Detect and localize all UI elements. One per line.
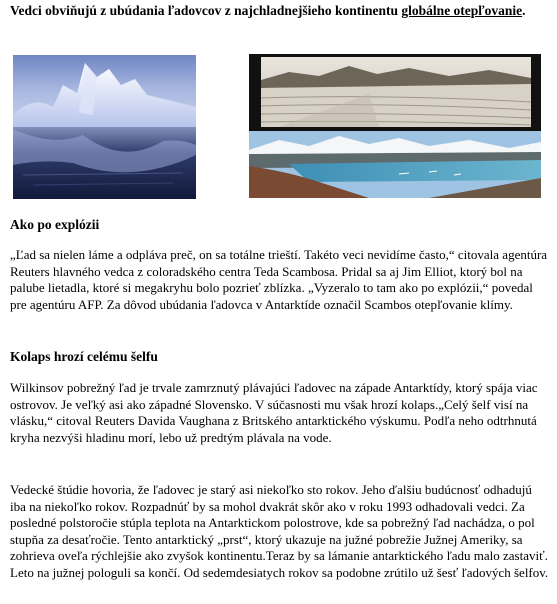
glacier-panorama-photo — [249, 54, 541, 198]
section-heading-1: Ako po explózii — [10, 217, 100, 232]
paragraph-1: „Ľad sa nielen láme a odpláva preč, on sa totálne trieští. Takéto veci nevidíme často,“ citovala agentúra Reuters hlavného vedca z coloradského centra Teda Scambosa. Pridal sa aj Jim Elliot, ktorý bol na palube lietadla, ktoré si megakryhu bolo pozrieť zblízka. „Vyzeralo to tam ako po explózii,“ povedal pre agentúru AFP. Za dôvod ubúdania ľadovca v Antarktíde označil Scambos otepľovanie klímy. — [10, 247, 548, 312]
title-link[interactable]: globálne otepľovanie — [401, 3, 523, 18]
paragraph-3: Vedecké štúdie hovoria, že ľadovec je starý asi niekoľko sto rokov. Jeho ďalšiu budúcnosť odhadujú iba na niekoľko rokov. Rozpadnúť by sa mohol dvakrát skôr ako v roku 1993 odhadovali vedci. Za posledné polstoročie stúpla teplota na Antarktickom polostrove, kde sa pobrežný ľad nachádza, o pol stupňa za desaťročie. Tento antarktický „prst“, ktorý ukazuje na južné pobrežie Južnej Ameriky, sa zohrieva oveľa rýchlejšie ako zvyšok kontinentu.Teraz by sa lámanie antarktického ľadu malo zastaviť. Leto na južnej pologuli sa končí. Od sedemdesiatych rokov sa podobne zrútilo už šesť ľadových šelfov. — [10, 482, 549, 580]
iceberg-photo — [13, 55, 196, 199]
paragraph-2: Wilkinsov pobrežný ľad je trvale zamrznutý plávajúci ľadovec na západe Antarktídy, ktorý spája viac ostrovov. Je veľký asi ako západné Slovensko. V súčasnosti mu však hrozí kolaps.„Celý šelf visí na vlásku,“ citoval Reuters Davida Vaughana z Britského antarktického výskumu. Podľa neho odtrhnutá kryha nezvýši hladinu morí, lebo už predtým plávala na vode. — [10, 380, 538, 445]
title-prefix: Vedci obviňujú z ubúdania ľadovcov z najchladnejšieho kontinentu — [10, 3, 402, 18]
article-title — [10, 3, 530, 19]
title-suffix: . — [522, 3, 526, 18]
section-heading-2: Kolaps hrozí celému šelfu — [10, 349, 158, 364]
